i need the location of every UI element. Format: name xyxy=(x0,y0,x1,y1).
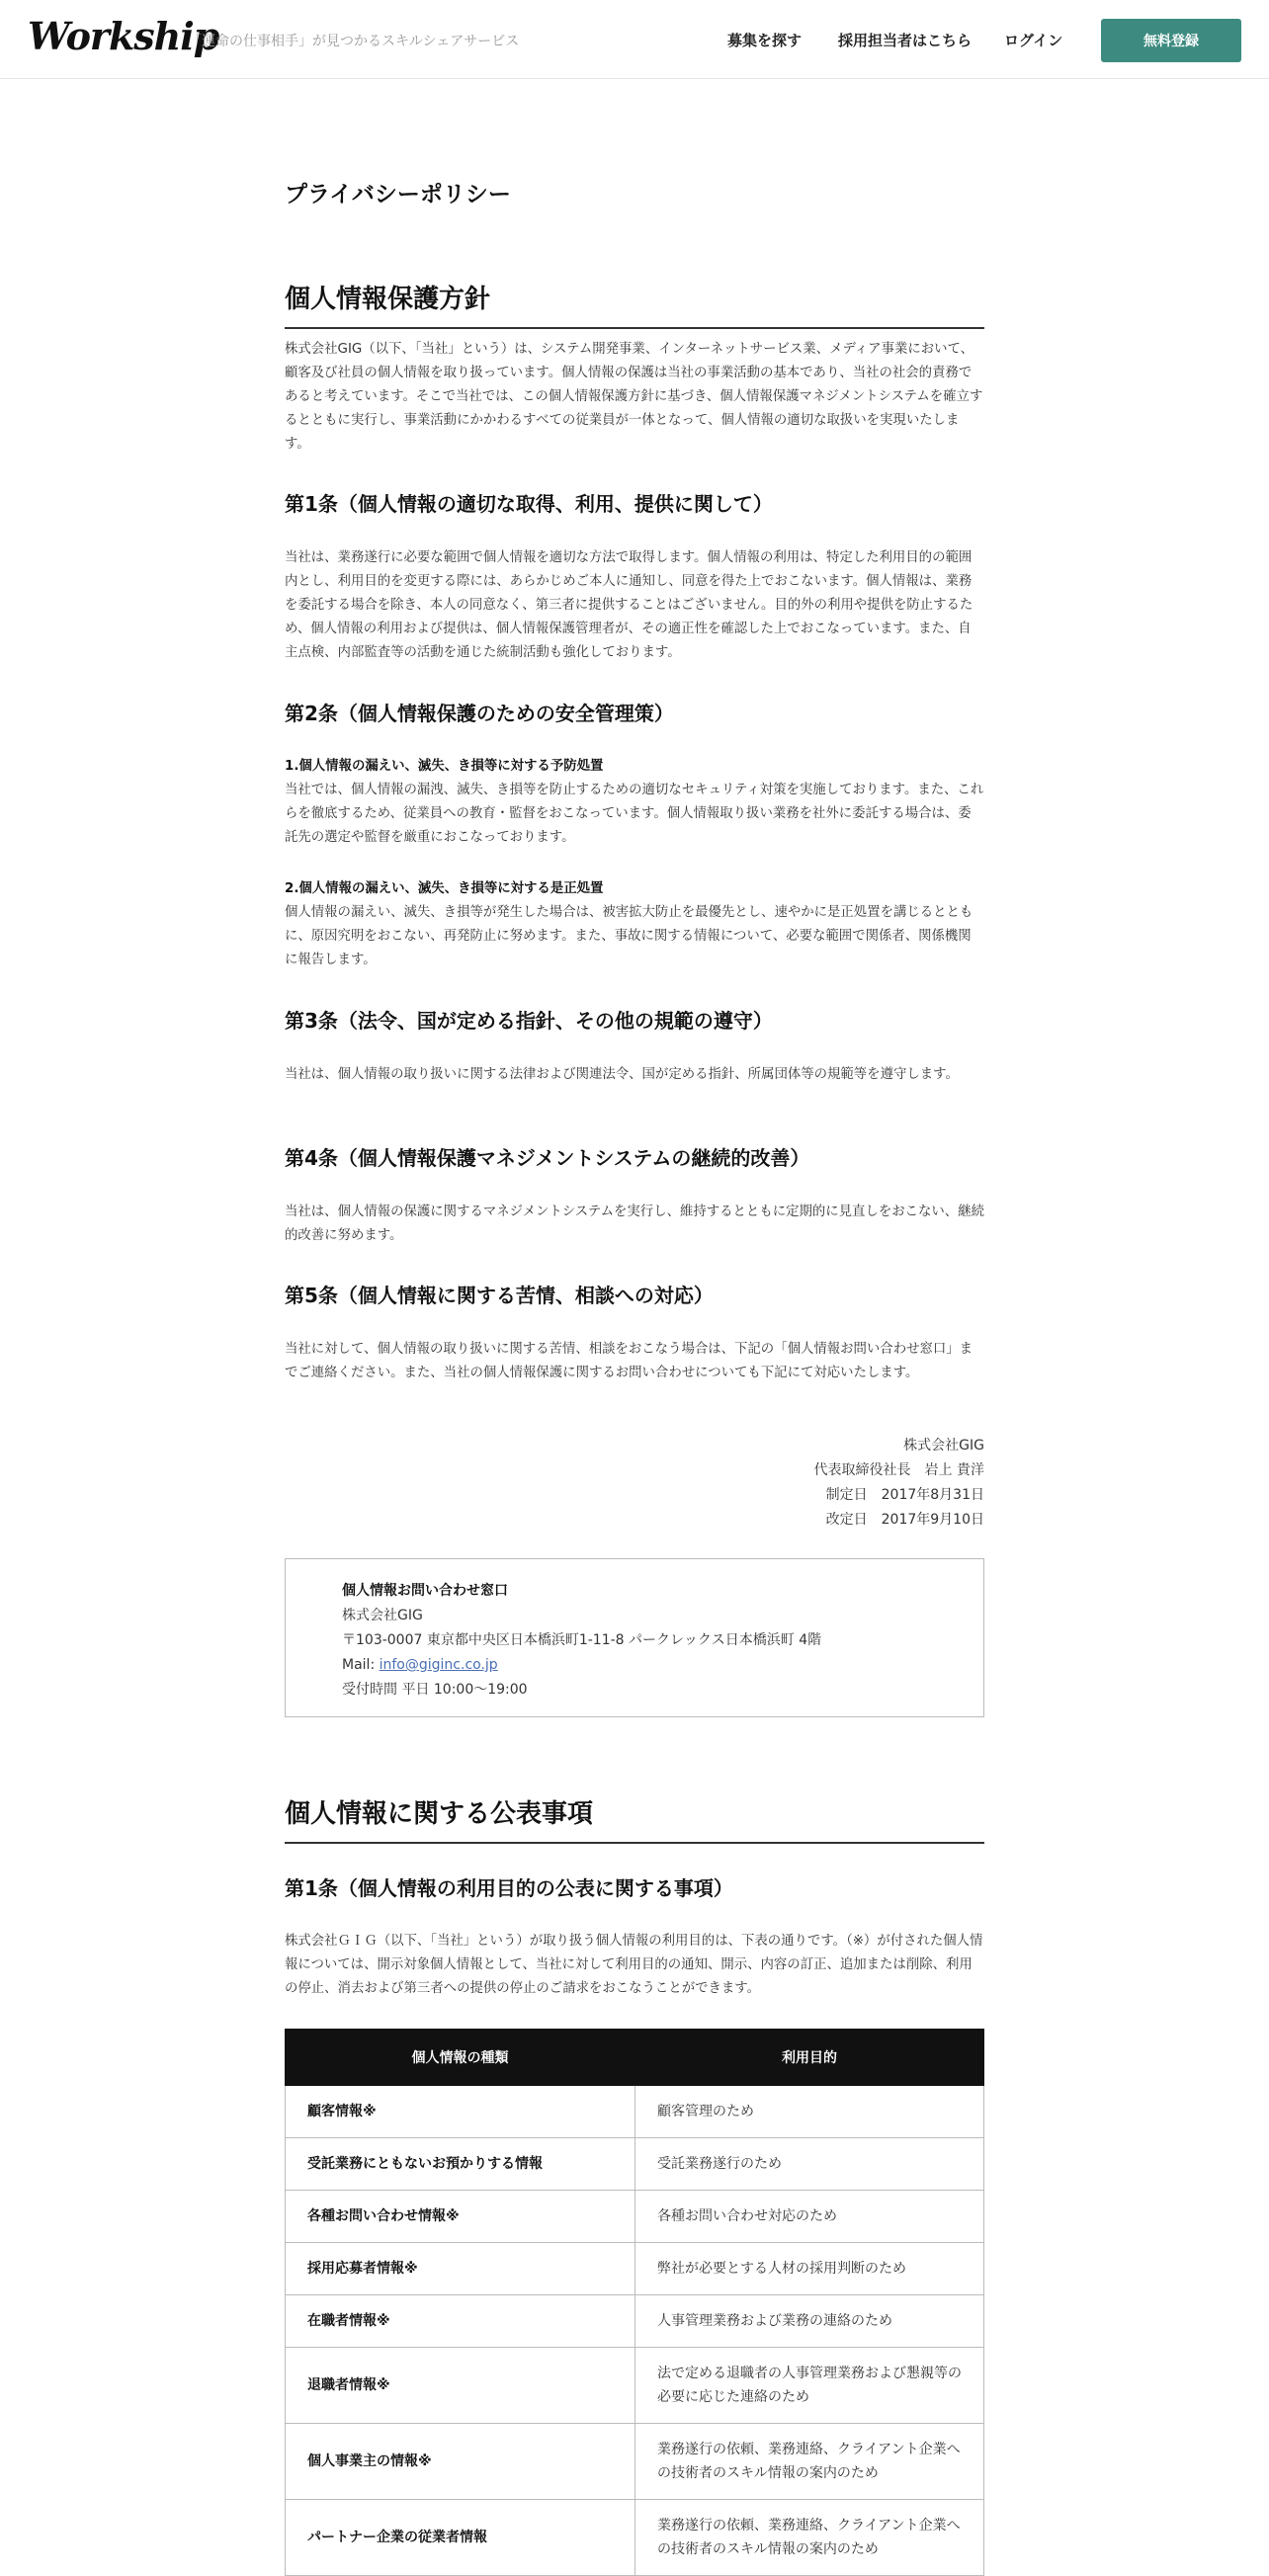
page-title: プライバシーポリシー xyxy=(285,182,511,208)
article-2-sub1-body: 当社では、個人情報の漏洩、滅失、き損等を防止するための適切なセキュリティ対策を実施しております。また、これらを徹底するため、従業員への教育・監督をおこなっています。個人情報取り扱い業務を社外に委託する場合は、委託先の選定や監督を厳重におこなっております。 xyxy=(285,783,984,845)
article-2-sub2-title: 2.個人情報の漏えい、滅失、き損等に対する是正処置 xyxy=(285,881,604,896)
contact-hours: 受付時間 平日 10:00〜19:00 xyxy=(342,1682,528,1698)
table-header-kind: 個人情報の種類 xyxy=(286,2030,635,2086)
disclosure-body: 株式会社ＧＩＧ（以下、「当社」という）が取り扱う個人情報の利用目的は、下表の通りです。（※）が付された個人情報については、開示対象個人情報として、当社に対して利用目的の通知、開示、内容の訂正、追加または削除、利用の停止、消去および第三者への提供の停止のご請求をおこなうことができます。 xyxy=(285,1934,983,1996)
nav-login[interactable]: ログイン xyxy=(1004,32,1063,49)
article-1-title: 第1条（個人情報の適切な取得、利用、提供に関して） xyxy=(285,492,773,516)
table-row xyxy=(286,2500,984,2576)
contact-mail-link[interactable]: info@giginc.co.jp xyxy=(379,1657,498,1673)
signature-company: 株式会社GIG xyxy=(903,1438,984,1454)
purpose-table xyxy=(285,2029,984,2576)
nav-find-jobs[interactable]: 募集を探す xyxy=(727,32,803,49)
signature-revised-date: 改定日 2017年9月10日 xyxy=(825,1512,984,1528)
tagline: 「運命の仕事相手」が見つかるスキルシェアサービス xyxy=(188,34,520,49)
policy-heading: 個人情報保護方針 xyxy=(285,279,984,329)
policy-intro: 株式会社GIG（以下、「当社」という）は、システム開発事業、インターネットサービス業、メディア事業において、顧客及び社員の個人情報を取り扱っています。個人情報の保護は当社の事業活動の基本であり、当社の社会的責務であると考えています。そこで当社では、この個人情報保護方針に基づき、個人情報保護マネジメントシステムを確立するとともに実行し、事業活動にかかわるすべての従業員が一体となって、個人情報の適切な取扱いを実現いたします。 xyxy=(285,342,983,452)
signup-button[interactable]: 無料登録 xyxy=(1101,19,1241,62)
table-cell-purpose: 人事管理業務および業務の連絡のため xyxy=(635,2295,984,2348)
signature-block xyxy=(285,1434,984,1533)
disclosure-article-1-title: 第1条（個人情報の利用目的の公表に関する事項） xyxy=(285,1876,733,1900)
disclosure-heading: 個人情報に関する公表事項 xyxy=(285,1793,984,1844)
signature-established-date: 制定日 2017年8月31日 xyxy=(825,1487,984,1503)
contact-company: 株式会社GIG xyxy=(342,1608,423,1623)
table-row xyxy=(286,2348,984,2424)
article-3-body: 当社は、個人情報の取り扱いに関する法律および関連法令、国が定める指針、所属団体等の規範等を遵守します。 xyxy=(285,1067,959,1082)
article-5-body: 当社に対して、個人情報の取り扱いに関する苦情、相談をおこなう場合は、下記の「個人情報お問い合わせ窓口」までご連絡ください。また、当社の個人情報保護に関するお問い合わせについても下記にて対応いたします。 xyxy=(285,1342,973,1380)
signature-representative: 代表取締役社長 岩上 貴洋 xyxy=(813,1462,984,1478)
table-cell-purpose: 業務遂行の依頼、業務連絡、クライアント企業への技術者のスキル情報の案内のため xyxy=(635,2424,984,2500)
contact-address: 〒103-0007 東京都中央区日本橋浜町1-11-8 パークレックス日本橋浜町 4階 xyxy=(342,1632,822,1648)
table-cell-purpose: 業務遂行の依頼、業務連絡、クライアント企業への技術者のスキル情報の案内のため xyxy=(635,2500,984,2576)
contact-box xyxy=(285,1558,984,1717)
article-4-title: 第4条（個人情報保護マネジメントシステムの継続的改善） xyxy=(285,1146,810,1170)
contact-mail-line xyxy=(342,1653,983,1678)
table-row xyxy=(286,2086,984,2138)
article-1-body: 当社は、業務遂行に必要な範囲で個人情報を適切な方法で取得します。個人情報の利用は、特定した利用目的の範囲内とし、利用目的を変更する際には、あらかじめご本人に通知し、同意を得た上でおこないます。個人情報は、業務を委託する場合を除き、本人の同意なく、第三者に提供することはございません。目的外の利用や提供を防止するため、個人情報の利用および提供は、個人情報保護管理者が、その適正性を確認した上でおこなっています。また、自主点検、内部監査等の活動を通じた統制活動も強化しております。 xyxy=(285,550,973,660)
article-2-sub1-title: 1.個人情報の漏えい、滅失、き損等に対する予防処置 xyxy=(285,759,604,774)
table-cell-kind: 顧客情報※ xyxy=(286,2086,635,2138)
article-5-title: 第5条（個人情報に関する苦情、相談への対応） xyxy=(285,1284,714,1307)
nav-recruiter[interactable]: 採用担当者はこちら xyxy=(838,32,973,49)
article-2-sub2-body: 個人情報の漏えい、滅失、き損等が発生した場合は、被害拡大防止を最優先とし、速やかに是正処置を講じるとともに、原因究明をおこない、再発防止に努めます。また、事故に関する情報について、必要な範囲で関係者、関係機関に報告します。 xyxy=(285,905,973,967)
table-cell-kind: 個人事業主の情報※ xyxy=(286,2424,635,2500)
table-cell-purpose: 顧客管理のため xyxy=(635,2086,984,2138)
table-header-row xyxy=(286,2030,984,2086)
article-2-section-1 xyxy=(285,755,984,850)
table-row xyxy=(286,2138,984,2191)
table-cell-purpose: 受託業務遂行のため xyxy=(635,2138,984,2191)
logo[interactable]: Workship xyxy=(28,14,219,58)
table-row xyxy=(286,2243,984,2295)
table-cell-kind: 退職者情報※ xyxy=(286,2348,635,2424)
table-cell-purpose: 各種お問い合わせ対応のため xyxy=(635,2191,984,2243)
table-cell-kind: 採用応募者情報※ xyxy=(286,2243,635,2295)
table-cell-purpose: 法で定める退職者の人事管理業務および懇親等の必要に応じた連絡のため xyxy=(635,2348,984,2424)
table-row xyxy=(286,2295,984,2348)
article-2-section-2 xyxy=(285,877,984,972)
site-header xyxy=(0,0,1269,79)
table-cell-kind: パートナー企業の従業者情報 xyxy=(286,2500,635,2576)
table-cell-kind: 各種お問い合わせ情報※ xyxy=(286,2191,635,2243)
table-cell-kind: 在職者情報※ xyxy=(286,2295,635,2348)
table-cell-kind: 受託業務にともないお預かりする情報 xyxy=(286,2138,635,2191)
contact-mail-label: Mail: xyxy=(342,1657,380,1673)
article-4-body: 当社は、個人情報の保護に関するマネジメントシステムを実行し、維持するとともに定期的に見直しをおこない、継続的改善に努めます。 xyxy=(285,1205,984,1243)
article-2-title: 第2条（個人情報保護のための安全管理策） xyxy=(285,702,674,725)
article-3-title: 第3条（法令、国が定める指針、その他の規範の遵守） xyxy=(285,1009,773,1033)
table-row xyxy=(286,2191,984,2243)
table-row xyxy=(286,2424,984,2500)
contact-title: 個人情報お問い合わせ窓口 xyxy=(342,1583,508,1599)
table-cell-purpose: 弊社が必要とする人材の採用判断のため xyxy=(635,2243,984,2295)
table-header-purpose: 利用目的 xyxy=(635,2030,984,2086)
